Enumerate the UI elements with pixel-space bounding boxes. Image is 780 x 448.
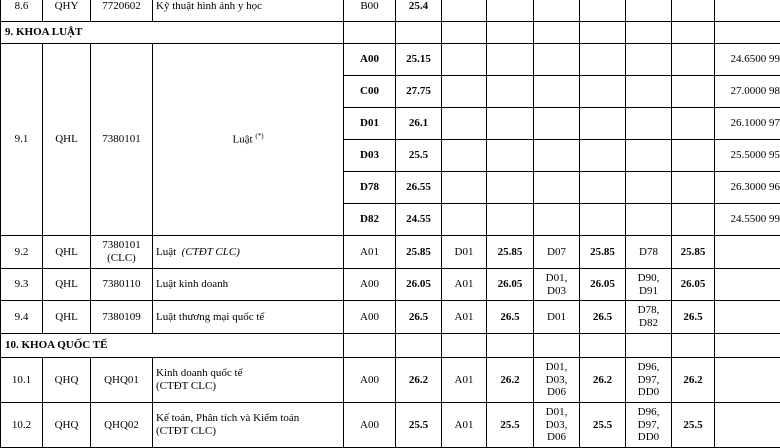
combo-cell: D01, D03, D06 [534,403,580,448]
score-cell: 26.2 [580,358,626,403]
combo-cell: C00 [344,76,396,108]
combo-cell: D96, D97, DD0 [626,358,672,403]
stt-cell: 10.1 [1,358,43,403]
score-cell: 25.5 [487,403,534,448]
score-cell: 27.75 [396,76,442,108]
score-cell: 26.05 [672,269,715,301]
score-cell: 26.2 [396,358,442,403]
extra-score-cell: 25.5000 95 [715,140,780,172]
major-code-cell: QHQ01 [91,358,153,403]
combo-cell: D01 [534,301,580,334]
score-cell: 26.05 [396,269,442,301]
stt-cell: 9.3 [1,269,43,301]
major-name-cell: Luật thương mại quốc tế [153,301,344,334]
major-name-cell: Luật kinh doanh [153,269,344,301]
section-header-row [1,22,780,44]
stt-cell: 9.1 [1,44,43,236]
section-header-row [1,334,780,358]
major-name-cell: Kỹ thuật hình ảnh y học [153,0,344,22]
score-cell: 24.55 [396,204,442,236]
score-cell: 26.05 [487,269,534,301]
combo-cell: A01 [442,403,487,448]
combo-cell: D07 [534,236,580,269]
major-code-cell: 7380101 (CLC) [91,236,153,269]
table-row [1,269,780,301]
score-cell: 26.5 [487,301,534,334]
score-cell: 26.55 [396,172,442,204]
major-code-cell: 7720602 [91,0,153,22]
section-title: 10. KHOA QUỐC TẾ [1,334,344,358]
table-row [1,403,780,448]
school-code-cell: QHL [43,301,91,334]
score-cell: 25.85 [396,236,442,269]
school-code-cell: QHQ [43,403,91,448]
score-cell: 25.5 [396,140,442,172]
extra-score-cell: 27.0000 98 [715,76,780,108]
score-cell: 25.85 [580,236,626,269]
combo-cell: D01, D03, D06 [534,358,580,403]
combo-cell: A00 [344,269,396,301]
major-code-cell: QHQ02 [91,403,153,448]
school-code-cell: QHL [43,269,91,301]
combo-cell: A01 [442,358,487,403]
combo-cell: A01 [442,301,487,334]
extra-score-cell: 26.3000 96 [715,172,780,204]
combo-cell: A00 [344,358,396,403]
combo-cell: A00 [344,301,396,334]
combo-cell: A00 [344,403,396,448]
combo-cell: D03 [344,140,396,172]
school-code-cell: QHQ [43,358,91,403]
score-cell: 25.5 [396,403,442,448]
score-cell: 26.5 [396,301,442,334]
combo-cell: A01 [344,236,396,269]
score-cell: 25.5 [580,403,626,448]
school-code-cell: QHY [43,0,91,22]
combo-cell: D78 [626,236,672,269]
major-name-cell: Luật (*) [153,44,344,236]
combo-cell: D01, D03 [534,269,580,301]
stt-cell: 9.4 [1,301,43,334]
combo-cell: D82 [344,204,396,236]
major-name-cell: Luật (CTĐT CLC) [153,236,344,269]
combo-cell: D96, D97, DD0 [626,403,672,448]
combo-cell: D01 [442,236,487,269]
table-row [1,236,780,269]
combo-cell: D78 [344,172,396,204]
combo-cell: D78, D82 [626,301,672,334]
major-code-cell: 7380110 [91,269,153,301]
combo-cell: D01 [344,108,396,140]
extra-score-cell: 24.5500 99 [715,204,780,236]
combo-cell: A01 [442,269,487,301]
table-row [1,358,780,403]
major-name-cell: Kế toán, Phân tích và Kiểm toán (CTĐT CLC) [153,403,344,448]
stt-cell: 9.2 [1,236,43,269]
score-cell: 26.05 [580,269,626,301]
major-code-cell: 7380109 [91,301,153,334]
stt-cell: 8.6 [1,0,43,22]
combo-cell: B00 [344,0,396,22]
table-row [1,0,780,22]
score-cell: 26.2 [672,358,715,403]
extra-score-cell: 24.6500 99 [715,44,780,76]
score-cell: 26.5 [580,301,626,334]
footnote-mark: (*) [255,132,263,140]
stt-cell: 10.2 [1,403,43,448]
score-cell: 25.85 [487,236,534,269]
table-row [1,301,780,334]
score-cell: 25.85 [672,236,715,269]
school-code-cell: QHL [43,44,91,236]
major-name-cell: Kinh doanh quốc tế (CTĐT CLC) [153,358,344,403]
extra-score-cell: 26.1000 97 [715,108,780,140]
section-title: 9. KHOA LUẬT [1,22,344,44]
score-cell: 26.2 [487,358,534,403]
score-cell: 25.4 [396,0,442,22]
combo-cell: A00 [344,44,396,76]
score-cell: 25.15 [396,44,442,76]
major-code-cell: 7380101 [91,44,153,236]
school-code-cell: QHL [43,236,91,269]
score-cell: 26.5 [672,301,715,334]
table-row [1,44,780,76]
score-cell: 25.5 [672,403,715,448]
combo-cell: D90, D91 [626,269,672,301]
score-cell: 26.1 [396,108,442,140]
